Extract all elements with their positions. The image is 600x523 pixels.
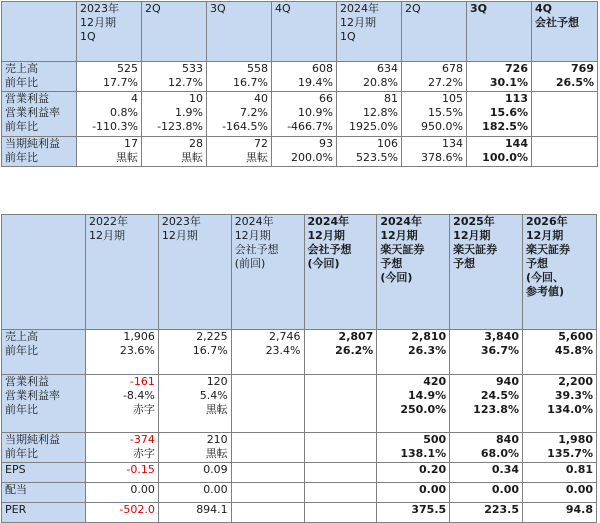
table-cell bbox=[304, 503, 377, 523]
column-header: 2024年 12月期 1Q bbox=[337, 2, 402, 62]
table-cell: 144 100.0% bbox=[467, 137, 532, 167]
table-row bbox=[2, 503, 597, 523]
table-cell: 66 10.9% -466.7% bbox=[272, 92, 337, 137]
column-header: 2023年 12月期 bbox=[158, 215, 231, 330]
row-label: PER bbox=[2, 503, 86, 523]
table-cell: -374 赤字 bbox=[86, 433, 159, 463]
table-cell: 223.5 bbox=[450, 503, 523, 523]
row-label: 売上高 前年比 bbox=[2, 330, 86, 375]
table-cell: 0.09 bbox=[158, 463, 231, 483]
corner-cell bbox=[2, 215, 86, 330]
table-cell: 2,200 39.3% 134.0% bbox=[523, 375, 597, 433]
table-cell: 28 黒転 bbox=[142, 137, 207, 167]
table-row bbox=[2, 330, 597, 375]
column-header: 2024年 12月期 楽天証券 予想 (今回) bbox=[377, 215, 450, 330]
table-cell bbox=[231, 433, 304, 463]
table-cell: 0.00 bbox=[86, 483, 159, 503]
table-cell: 525 17.7% bbox=[77, 62, 142, 92]
column-header: 2024年 12月期 会社予想 (前回) bbox=[231, 215, 304, 330]
table-cell bbox=[532, 137, 598, 167]
table-row bbox=[2, 375, 597, 433]
table-cell: 726 30.1% bbox=[467, 62, 532, 92]
table-cell: 105 15.5% 950.0% bbox=[402, 92, 467, 137]
table-cell: 1,906 23.6% bbox=[86, 330, 159, 375]
table-cell: -0.15 bbox=[86, 463, 159, 483]
column-header: 3Q bbox=[467, 2, 532, 62]
table-cell: 81 12.8% 1925.0% bbox=[337, 92, 402, 137]
table-cell: 2,746 23.4% bbox=[231, 330, 304, 375]
table-cell: 375.5 bbox=[377, 503, 450, 523]
row-label: 配当 bbox=[2, 483, 86, 503]
table-cell bbox=[304, 433, 377, 463]
table-cell: 420 14.9% 250.0% bbox=[377, 375, 450, 433]
table-row bbox=[2, 483, 597, 503]
column-header: 2025年 12月期 楽天証券 予想 bbox=[450, 215, 523, 330]
quarterly-results-table bbox=[1, 1, 598, 167]
annual-results-table bbox=[1, 214, 597, 523]
table-cell: 840 68.0% bbox=[450, 433, 523, 463]
table-cell: 940 24.5% 123.8% bbox=[450, 375, 523, 433]
table-cell: 558 16.7% bbox=[207, 62, 272, 92]
column-header: 4Q bbox=[272, 2, 337, 62]
row-label: EPS bbox=[2, 463, 86, 483]
table-cell: 1,980 135.7% bbox=[523, 433, 597, 463]
table-cell: 0.00 bbox=[523, 483, 597, 503]
table-cell: -161 -8.4% 赤字 bbox=[86, 375, 159, 433]
column-header: 3Q bbox=[207, 2, 272, 62]
corner-cell bbox=[2, 2, 77, 62]
table-cell: 2,810 26.3% bbox=[377, 330, 450, 375]
table-cell: 5,600 45.8% bbox=[523, 330, 597, 375]
table-cell bbox=[304, 483, 377, 503]
table-cell: 72 黒転 bbox=[207, 137, 272, 167]
table-cell: 40 7.2% -164.5% bbox=[207, 92, 272, 137]
table-cell bbox=[231, 483, 304, 503]
table-cell: 0.00 bbox=[377, 483, 450, 503]
column-header: 2026年 12月期 楽天証券 予想 (今回、 参考値) bbox=[523, 215, 597, 330]
table-cell: 769 26.5% bbox=[532, 62, 598, 92]
table-cell: 113 15.6% 182.5% bbox=[467, 92, 532, 137]
table-cell: 120 5.4% 黒転 bbox=[158, 375, 231, 433]
column-header: 2Q bbox=[402, 2, 467, 62]
table-cell: 0.20 bbox=[377, 463, 450, 483]
row-label: 営業利益 営業利益率 前年比 bbox=[2, 92, 77, 137]
table-cell: 106 523.5% bbox=[337, 137, 402, 167]
table-row bbox=[2, 433, 597, 463]
table-cell: 0.00 bbox=[158, 483, 231, 503]
table-row bbox=[2, 92, 598, 137]
column-header: 2024年 12月期 会社予想 (今回) bbox=[304, 215, 377, 330]
row-label: 営業利益 営業利益率 前年比 bbox=[2, 375, 86, 433]
header-row bbox=[2, 215, 597, 330]
table-cell: 634 20.8% bbox=[337, 62, 402, 92]
table-cell: 0.81 bbox=[523, 463, 597, 483]
header-row bbox=[2, 2, 598, 62]
table-cell: 2,225 16.7% bbox=[158, 330, 231, 375]
table-cell: 678 27.2% bbox=[402, 62, 467, 92]
table-row bbox=[2, 137, 598, 167]
table-cell bbox=[231, 503, 304, 523]
column-header: 4Q 会社予想 bbox=[532, 2, 598, 62]
table-cell: 17 黒転 bbox=[77, 137, 142, 167]
table-cell: 94.8 bbox=[523, 503, 597, 523]
row-label: 売上高 前年比 bbox=[2, 62, 77, 92]
table-cell: 533 12.7% bbox=[142, 62, 207, 92]
row-label: 当期純利益 前年比 bbox=[2, 433, 86, 463]
table-cell: 134 378.6% bbox=[402, 137, 467, 167]
table-cell: -502.0 bbox=[86, 503, 159, 523]
table-cell bbox=[304, 463, 377, 483]
table-cell: 0.00 bbox=[450, 483, 523, 503]
column-header: 2022年 12月期 bbox=[86, 215, 159, 330]
table-cell bbox=[304, 375, 377, 433]
table-cell: 2,807 26.2% bbox=[304, 330, 377, 375]
table-cell bbox=[231, 463, 304, 483]
table-cell: 4 0.8% -110.3% bbox=[77, 92, 142, 137]
table-cell: 210 黒転 bbox=[158, 433, 231, 463]
table-cell bbox=[532, 92, 598, 137]
table-row bbox=[2, 463, 597, 483]
column-header: 2023年 12月期 1Q bbox=[77, 2, 142, 62]
table-cell: 93 200.0% bbox=[272, 137, 337, 167]
column-header: 2Q bbox=[142, 2, 207, 62]
table-cell: 0.34 bbox=[450, 463, 523, 483]
table-row bbox=[2, 62, 598, 92]
table-cell bbox=[231, 375, 304, 433]
table-cell: 894.1 bbox=[158, 503, 231, 523]
table-cell: 500 138.1% bbox=[377, 433, 450, 463]
table-cell: 608 19.4% bbox=[272, 62, 337, 92]
table-cell: 10 1.9% -123.8% bbox=[142, 92, 207, 137]
table-cell: 3,840 36.7% bbox=[450, 330, 523, 375]
row-label: 当期純利益 前年比 bbox=[2, 137, 77, 167]
